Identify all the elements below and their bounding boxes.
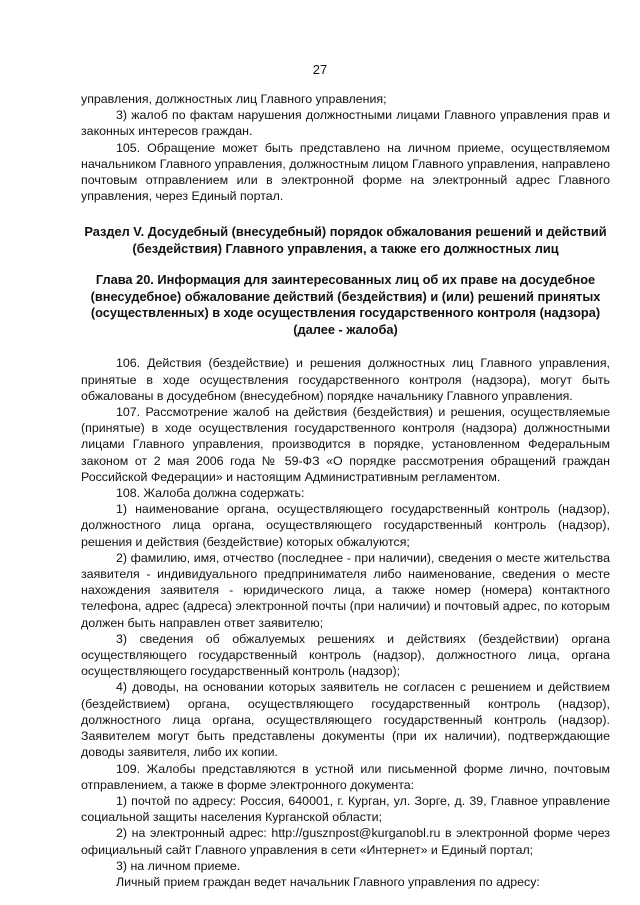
section-heading: Раздел V. Досудебный (внесудебный) порядок обжалования решений и действий (бездействия) Главного управления, а также его должностных лиц (84, 224, 607, 256)
list-item: 1) почтой по адресу: Россия, 640001, г. Курган, ул. Зорге, д. 39, Главное управление социальной защиты населения Курганской области; (81, 793, 610, 825)
paragraph: 3) жалоб по фактам нарушения должностными лицами Главного управления прав и законных интересов граждан. (81, 108, 610, 139)
list-item: 3) на личном приеме. (116, 858, 241, 873)
list-item: 3) сведения об обжалуемых решениях и действиях (бездействии) органа осуществляющего государственный контроль (надзор), должностного лица, органа осуществляющего государственный контроль (надзор); (81, 631, 610, 679)
paragraph: Личный прием граждан ведет начальник Главного управления по адресу: (116, 874, 540, 889)
list-item: 2) фамилию, имя, отчество (последнее - при наличии), сведения о месте жительства заявителя - индивидуального предпринимателя либо наименование, сведения о месте нахождения заявителя - юридического лица, а также номер (номера) контактного телефона, адрес (адреса) электронной почты (при наличии) и почтовый адрес, по которым должен быть направлен ответ заявителю; (81, 550, 610, 630)
paragraph: 109. Жалобы представляются в устной или письменной форме лично, почтовым отправлением, а также в форме электронного документа: (81, 761, 610, 792)
paragraph: 108. Жалоба должна содержать: (116, 486, 305, 501)
list-item: 2) на электронный адрес: http://gusznpost@kurganobl.ru в электронной форме через официальный сайт Главного управления в сети «Интернет» и Единый портал; (81, 826, 610, 857)
page-number: 27 (312, 62, 328, 77)
list-item: 1) наименование органа, осуществляющего государственный контроль (надзор), должностного лица органа, осуществляющего государственный контроль (надзор), решения и действия (бездействие) которых обжалуются; (81, 502, 610, 549)
paragraph: 106. Действия (бездействие) и решения должностных лиц Главного управления, принятые в ходе осуществления государственного контроля (надзора), могут быть обжалованы в досудебном (внесудебном) порядке начальнику Главного управления. (81, 356, 610, 403)
document-body (81, 91, 610, 890)
chapter-heading: Глава 20. Информация для заинтересованных лиц об их праве на досудебное (внесудебное) обжалование действий (бездействия) и (или) решений принятых (осуществленных) в ходе осуществления государственного контроля (надзора) (далее - жалоба) (90, 272, 601, 337)
paragraph: 107. Рассмотрение жалоб на действия (бездействия) и решения, осуществляемые (принятые) в ходе осуществления государственного контроля (надзора) должностными лицами Главного управления, производится в порядке, установленном Федеральным законом от 2 мая 2006 года № 59-ФЗ «О порядке рассмотрения обращений граждан Российской Федерации» и настоящим Административным регламентом. (81, 405, 610, 484)
list-item: 4) доводы, на основании которых заявитель не согласен с решением и действием (бездействием) органа, осуществляющего государственный контроль (надзор), должностного лица органа, осуществляющего государственный контроль (надзор). Заявителем могут быть представлены документы (при их наличии), подтверждающие доводы заявителя, либо их копии. (81, 680, 610, 760)
paragraph-continuation: управления, должностных лиц Главного управления; (81, 92, 387, 106)
paragraph: 105. Обращение может быть представлено на личном приеме, осуществляемом начальником Главного управления, должностным лицом Главного управления, направлено почтовым отправлением или в электронной форме на электронный адрес Главного управления, через Единый портал. (81, 140, 610, 204)
